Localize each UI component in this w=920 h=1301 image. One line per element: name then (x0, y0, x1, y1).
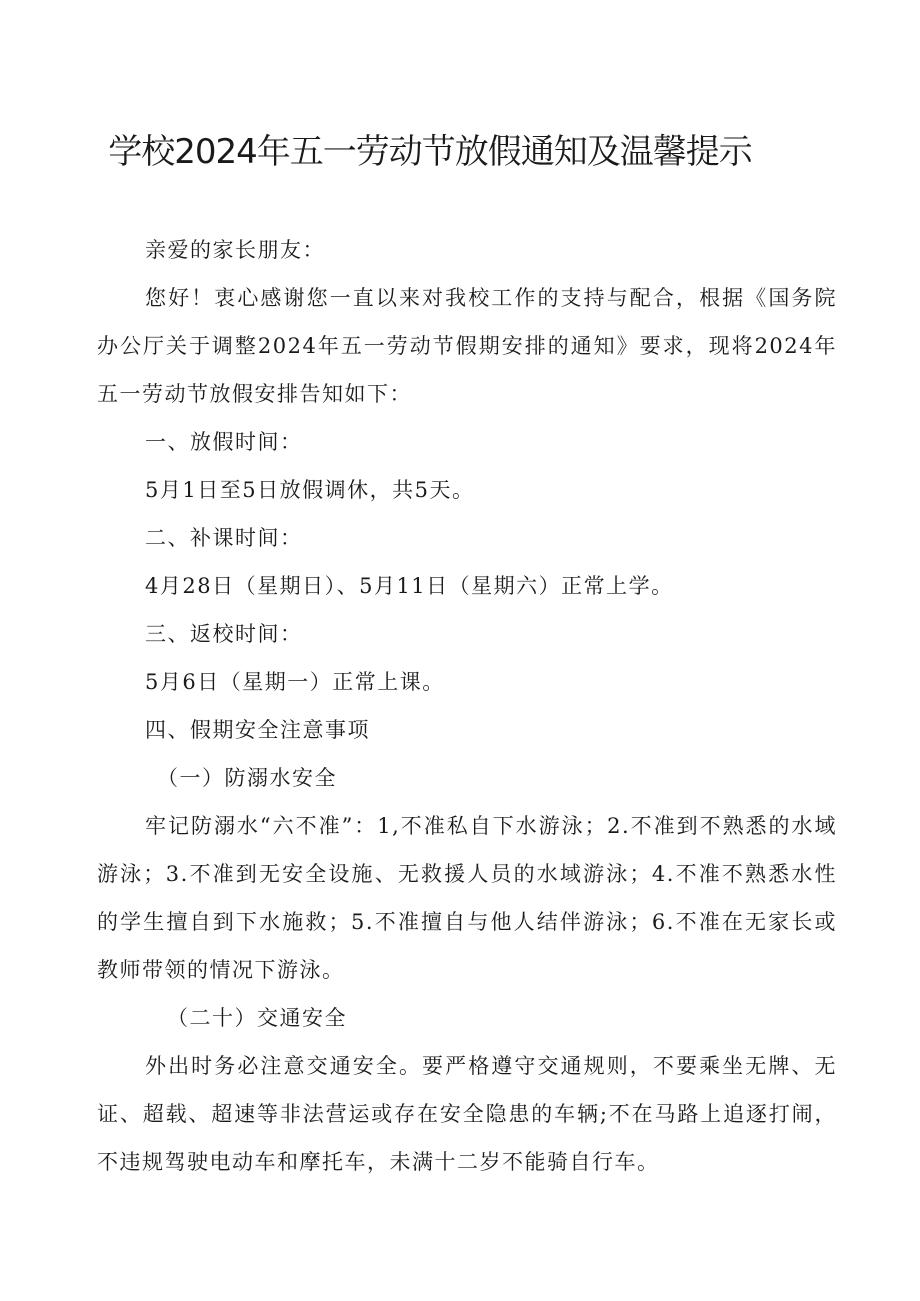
intro-paragraph: 您好！衷心感谢您一直以来对我校工作的支持与配合，根据《国务院办公厅关于调整2024年五一劳动节假期安排的通知》要求，现将2024年五一劳动节放假安排告知如下： (97, 286, 837, 406)
subsection-heading-drowning: （一）防溺水安全 (157, 766, 337, 790)
greeting: 亲爱的家长朋友： (145, 238, 325, 262)
subsection-heading-traffic: （二十）交通安全 (167, 1006, 347, 1030)
makeup-time-detail: 4月28日（星期日）、5月11日（星期六）正常上学。 (145, 574, 674, 598)
section-heading-makeup-time: 二、补课时间： (145, 526, 303, 550)
drowning-safety-paragraph: 牢记防溺水“六不准”：1,不准私自下水游泳；2.不准到不熟悉的水域游泳；3.不准到无安全设施、无救援人员的水域游泳；4.不准不熟悉水性的学生擅自到下水施救；5.不准擅自与他人结伴游泳；6.不准在无家长或教师带领的情况下游泳。 (97, 814, 837, 982)
section-heading-return-time: 三、返校时间： (145, 622, 303, 646)
section-heading-holiday-time: 一、放假时间： (145, 430, 303, 454)
document-title: 学校2024年五一劳动节放假通知及温馨提示 (108, 132, 752, 172)
section-heading-safety: 四、假期安全注意事项 (145, 718, 370, 742)
holiday-time-detail: 5月1日至5日放假调休，共5天。 (145, 478, 475, 502)
traffic-safety-paragraph: 外出时务必注意交通安全。要严格遵守交通规则，不要乘坐无牌、无证、超载、超速等非法营运或存在安全隐患的车辆;不在马路上追逐打闹，不违规驾驶电动车和摩托车，未满十二岁不能骑自行车。 (97, 1054, 837, 1174)
return-time-detail: 5月6日（星期一）正常上课。 (145, 670, 445, 694)
document-body (97, 226, 837, 1186)
